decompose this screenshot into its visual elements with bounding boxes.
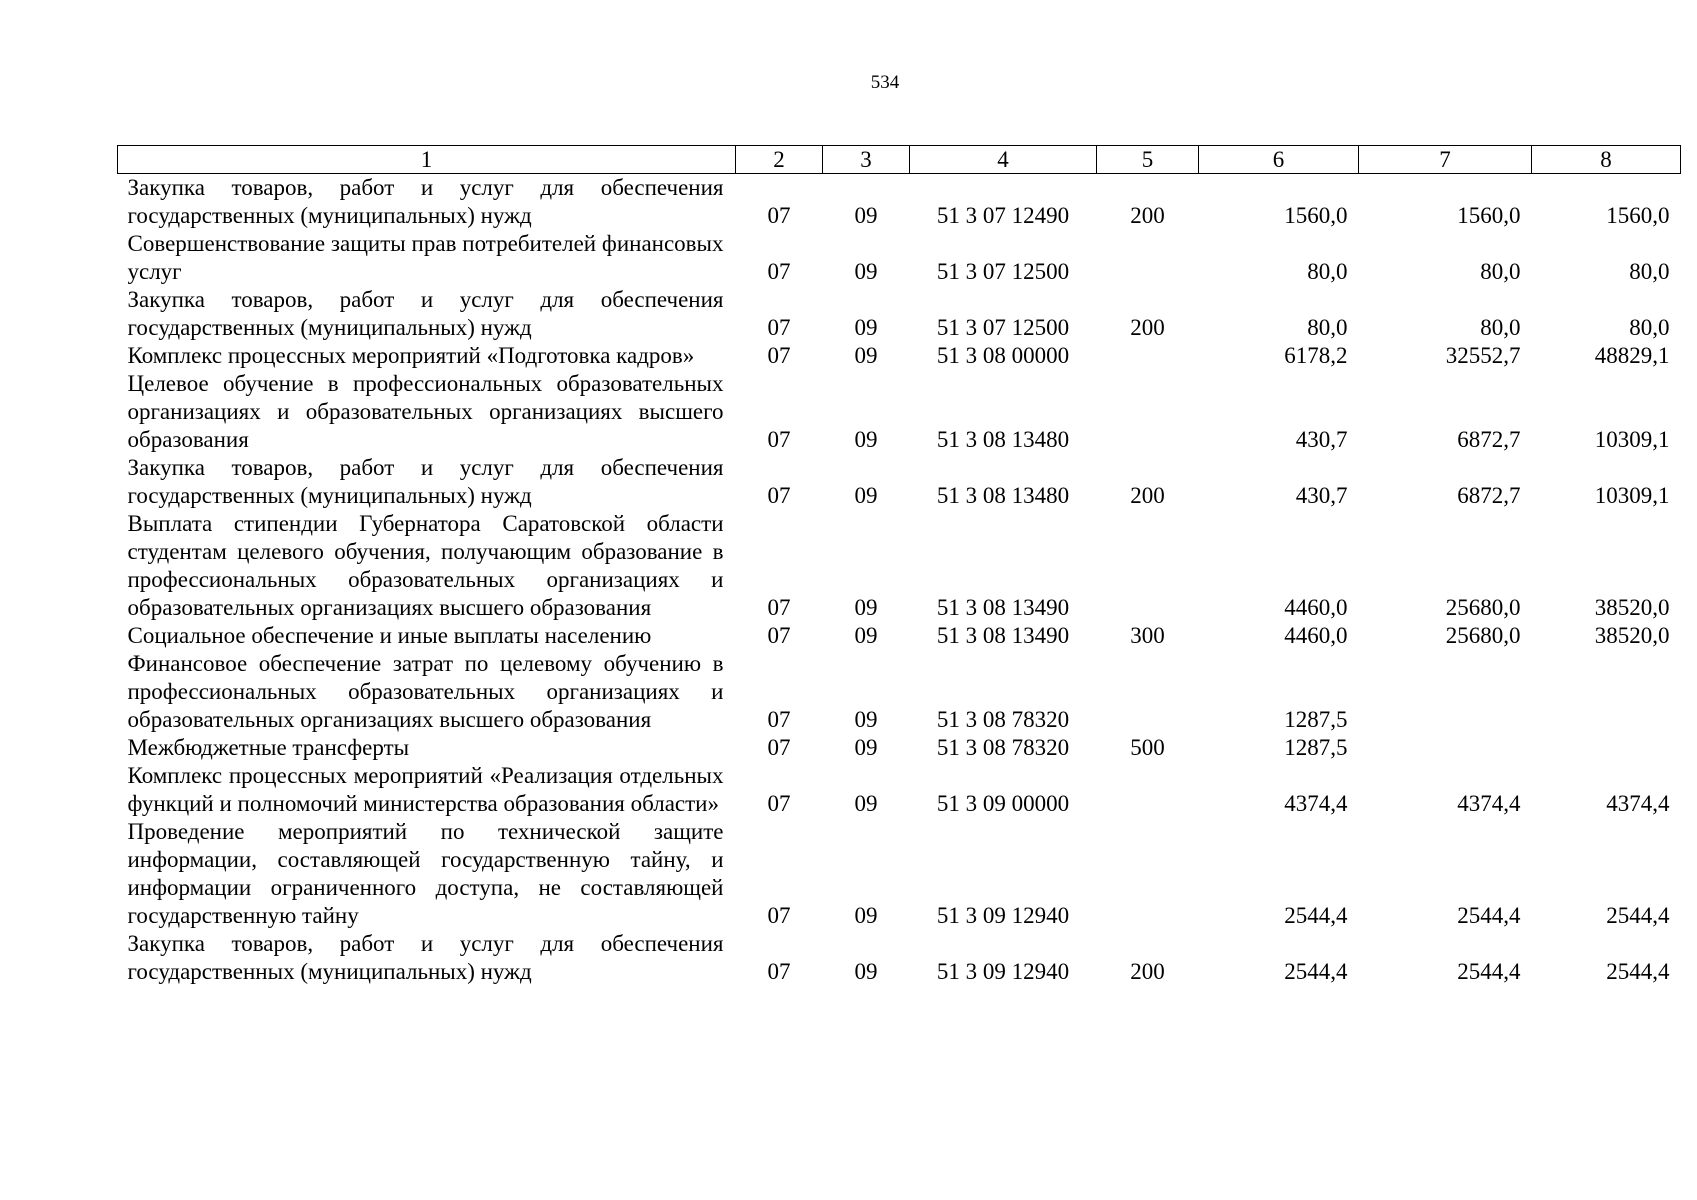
row-value-col-7: 80,0 [1480,259,1521,284]
row-value-col-8: 80,0 [1629,259,1670,284]
row-name: Комплекс процессных мероприятий «Подготовка кадров» [127,343,695,368]
row-value-col-8 [1532,650,1681,734]
header-col-5: 5 [1097,146,1199,174]
row-value-col-7 [1359,734,1532,762]
row-section: 07 [767,791,791,816]
table-row [118,286,1681,342]
row-target-article: 51 3 07 12500 [936,315,1070,340]
row-subsection: 09 [854,623,878,648]
row-value-col-6: 1287,5 [1284,735,1348,760]
row-expense-type: 500 [1130,735,1165,760]
row-value-col-8: 2544,4 [1606,959,1670,984]
row-target-article: 51 3 09 12940 [936,959,1070,984]
row-expense-type [1097,762,1199,818]
row-expense-type [1097,342,1199,370]
row-value-col-6: 80,0 [1307,315,1348,340]
row-target-article: 51 3 07 12500 [936,259,1070,284]
row-value-col-7: 25680,0 [1445,623,1521,648]
row-value-col-8: 80,0 [1629,315,1670,340]
row-subsection: 09 [854,427,878,452]
table-row [118,930,1681,986]
row-value-col-6: 4460,0 [1284,623,1348,648]
table-row [118,510,1681,622]
row-subsection: 09 [854,483,878,508]
row-name: Закупка товаров, работ и услуг для обеспечения государственных (муниципальных) нужд [127,455,724,508]
row-value-col-6: 1560,0 [1284,203,1348,228]
table-row [118,650,1681,734]
row-expense-type: 200 [1130,483,1165,508]
row-value-col-7: 6872,7 [1457,483,1521,508]
table-row [118,762,1681,818]
row-name: Социальное обеспечение и иные выплаты населению [127,623,652,648]
table-row [118,370,1681,454]
table-row [118,622,1681,650]
row-name: Межбюджетные трансферты [127,735,410,760]
row-section: 07 [767,483,791,508]
row-target-article: 51 3 08 78320 [936,707,1070,732]
row-value-col-8: 10309,1 [1594,427,1670,452]
header-col-3: 3 [823,146,910,174]
row-expense-type: 200 [1130,315,1165,340]
row-value-col-7: 25680,0 [1445,595,1521,620]
header-col-2: 2 [736,146,823,174]
row-section: 07 [767,959,791,984]
row-value-col-8 [1532,734,1681,762]
row-expense-type [1097,650,1199,734]
row-target-article: 51 3 07 12490 [936,203,1070,228]
row-name: Выплата стипендии Губернатора Саратовской области студентам целевого обучения, получающим образование в профессиональных образовательных организациях и образовательных организациях высшего образования [127,511,724,620]
row-subsection: 09 [854,707,878,732]
row-value-col-6: 80,0 [1307,259,1348,284]
row-expense-type: 300 [1130,623,1165,648]
row-value-col-8: 38520,0 [1594,595,1670,620]
row-subsection: 09 [854,735,878,760]
table-row [118,174,1681,231]
row-value-col-8: 2544,4 [1606,903,1670,928]
row-value-col-6: 430,7 [1295,427,1348,452]
row-section: 07 [767,735,791,760]
row-name: Совершенствование защиты прав потребителей финансовых услуг [127,231,724,284]
header-col-7: 7 [1359,146,1532,174]
row-expense-type [1097,230,1199,286]
row-target-article: 51 3 08 13480 [936,427,1070,452]
row-section: 07 [767,595,791,620]
header-row [118,146,1681,174]
row-name: Финансовое обеспечение затрат по целевому обучению в профессиональных образовательных организациях и образовательных организациях высшего образования [127,651,724,732]
row-value-col-6: 2544,4 [1284,903,1348,928]
row-subsection: 09 [854,315,878,340]
row-subsection: 09 [854,595,878,620]
row-value-col-8: 4374,4 [1606,791,1670,816]
row-value-col-6: 1287,5 [1284,707,1348,732]
table-row [118,230,1681,286]
row-section: 07 [767,903,791,928]
row-value-col-7: 4374,4 [1457,791,1521,816]
row-value-col-8: 48829,1 [1594,343,1670,368]
row-value-col-6: 4374,4 [1284,791,1348,816]
row-expense-type [1097,510,1199,622]
table-row [118,454,1681,510]
row-value-col-6: 430,7 [1295,483,1348,508]
row-value-col-7: 2544,4 [1457,903,1521,928]
table-row [118,342,1681,370]
row-value-col-7: 1560,0 [1457,203,1521,228]
row-value-col-7: 80,0 [1480,315,1521,340]
row-expense-type [1097,370,1199,454]
row-value-col-7: 2544,4 [1457,959,1521,984]
table-row [118,818,1681,930]
row-subsection: 09 [854,203,878,228]
row-target-article: 51 3 08 13480 [936,483,1070,508]
budget-table [117,145,1681,986]
row-section: 07 [767,203,791,228]
row-name: Целевое обучение в профессиональных образовательных организациях и образовательных организациях высшего образования [127,371,724,452]
row-name: Комплекс процессных мероприятий «Реализация отдельных функций и полномочий министерства образования области» [127,763,724,816]
row-name: Проведение мероприятий по технической защите информации, составляющей государственную тайну, и информации ограниченного доступа, не составляющей государственную тайну [127,819,724,928]
header-col-6: 6 [1199,146,1359,174]
row-value-col-7: 6872,7 [1457,427,1521,452]
header-col-4: 4 [910,146,1097,174]
table-row [118,734,1681,762]
row-value-col-6: 6178,2 [1284,343,1348,368]
row-section: 07 [767,427,791,452]
row-section: 07 [767,259,791,284]
row-value-col-8: 38520,0 [1594,623,1670,648]
row-subsection: 09 [854,259,878,284]
row-name: Закупка товаров, работ и услуг для обеспечения государственных (муниципальных) нужд [127,175,724,228]
row-target-article: 51 3 08 13490 [936,595,1070,620]
row-target-article: 51 3 08 00000 [936,343,1070,368]
row-subsection: 09 [854,903,878,928]
row-expense-type: 200 [1130,959,1165,984]
row-name: Закупка товаров, работ и услуг для обеспечения государственных (муниципальных) нужд [127,287,724,340]
row-target-article: 51 3 08 78320 [936,735,1070,760]
row-value-col-7 [1359,650,1532,734]
row-name: Закупка товаров, работ и услуг для обеспечения государственных (муниципальных) нужд [127,931,724,984]
row-value-col-8: 1560,0 [1606,203,1670,228]
row-subsection: 09 [854,343,878,368]
row-section: 07 [767,623,791,648]
row-target-article: 51 3 09 00000 [936,791,1070,816]
row-section: 07 [767,315,791,340]
row-section: 07 [767,707,791,732]
row-value-col-7: 32552,7 [1445,343,1521,368]
row-subsection: 09 [854,959,878,984]
row-expense-type [1097,818,1199,930]
row-value-col-6: 4460,0 [1284,595,1348,620]
row-section: 07 [767,343,791,368]
row-expense-type: 200 [1130,203,1165,228]
row-value-col-6: 2544,4 [1284,959,1348,984]
row-value-col-8: 10309,1 [1594,483,1670,508]
page-number: 534 [870,72,900,93]
header-col-8: 8 [1532,146,1681,174]
row-target-article: 51 3 09 12940 [936,903,1070,928]
header-col-1: 1 [118,146,736,174]
row-subsection: 09 [854,791,878,816]
row-target-article: 51 3 08 13490 [936,623,1070,648]
